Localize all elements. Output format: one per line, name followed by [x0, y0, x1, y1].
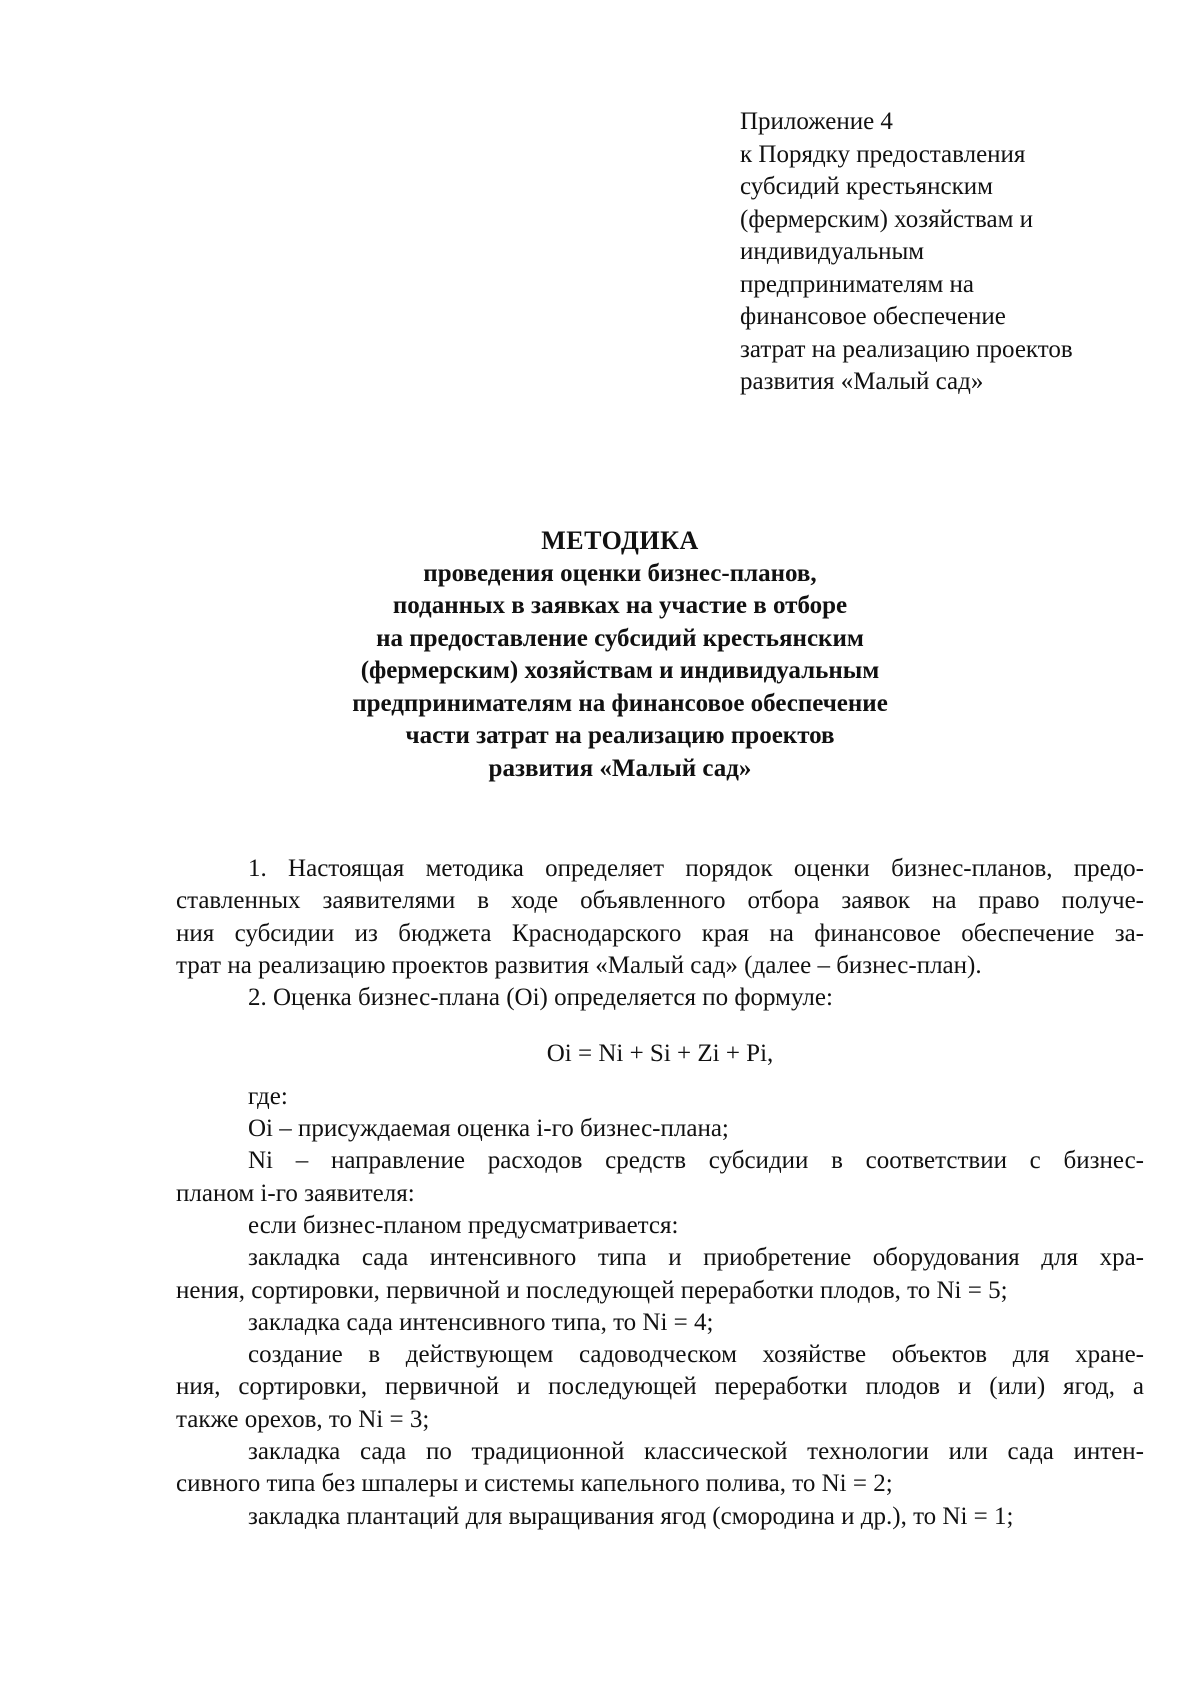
paragraph-1-line: ния субсидии из бюджета Краснодарского края на финансовое обеспечение за-: [176, 919, 1144, 947]
if-plan-line: если бизнес-планом предусматривается:: [248, 1211, 679, 1239]
ni-definition-line: планом i-го заявителя:: [176, 1179, 415, 1207]
formula: Oi = Ni + Si + Zi + Pi,: [546, 1040, 774, 1068]
title-line: поданных в заявках на участие в отборе: [392, 592, 848, 619]
item-4-line: сивного типа без шпалеры и системы капельного полива, то Ni = 2;: [176, 1470, 893, 1498]
title-line: предпринимателям на финансовое обеспечение: [352, 689, 888, 717]
item-3-line: также орехов, то Ni = 3;: [176, 1405, 430, 1433]
appendix-line: (фермерским) хозяйствам и: [740, 205, 1034, 233]
appendix-line: затрат на реализацию проектов: [740, 335, 1073, 363]
title-line: части затрат на реализацию проектов: [405, 722, 835, 749]
appendix-line: индивидуальным: [740, 238, 925, 265]
appendix-line: финансовое обеспечение: [740, 303, 1006, 330]
item-3-line: создание в действующем садоводческом хозяйстве объектов для хране-: [248, 1341, 1144, 1369]
item-3-line: ния, сортировки, первичной и последующей переработки плодов и (или) ягод, а: [176, 1373, 1144, 1401]
title-line: на предоставление субсидий крестьянским: [376, 624, 864, 652]
paragraph-1-line: ставленных заявителями в ходе объявленного отбора заявок на право получе-: [176, 887, 1144, 915]
appendix-line: субсидий крестьянским: [740, 173, 993, 200]
paragraph-1-line: 1. Настоящая методика определяет порядок оценки бизнес-планов, предо-: [248, 855, 1144, 882]
paragraph-1-line: трат на реализацию проектов развития «Малый сад» (далее – бизнес-план).: [176, 951, 982, 979]
item-1-line: нения, сортировки, первичной и последующей переработки плодов, то Ni = 5;: [176, 1276, 1008, 1304]
oi-definition: Oi – присуждаемая оценка i-го бизнес-плана;: [248, 1115, 729, 1143]
appendix-line: предпринимателям на: [740, 270, 975, 298]
item-2: закладка сада интенсивного типа, то Ni = 4;: [248, 1308, 714, 1336]
appendix-line: Приложение 4: [740, 108, 893, 135]
item-4-line: закладка сада по традиционной классической технологии или сада интен-: [248, 1438, 1144, 1466]
appendix-line: к Порядку предоставления: [740, 140, 1026, 168]
appendix-line: развития «Малый сад»: [740, 368, 984, 395]
paragraph-2: 2. Оценка бизнес-плана (Oi) определяется по формуле:: [248, 984, 833, 1012]
document-body: [176, 853, 1144, 1533]
item-5: закладка плантаций для выращивания ягод (смородина и др.), то Ni = 1;: [248, 1502, 1014, 1530]
appendix-header: [740, 106, 1140, 399]
where-label: где:: [248, 1082, 288, 1110]
document-title: [180, 525, 1060, 785]
title-line: (фермерским) хозяйствам и индивидуальным: [360, 657, 880, 684]
item-1-line: закладка сада интенсивного типа и приобретение оборудования для хра-: [248, 1244, 1144, 1272]
title-main: МЕТОДИКА: [541, 526, 699, 555]
title-line: развития «Малый сад»: [488, 754, 752, 782]
title-line: проведения оценки бизнес-планов,: [423, 559, 817, 587]
ni-definition-line: Ni – направление расходов средств субсидии в соответствии с бизнес-: [248, 1147, 1144, 1175]
